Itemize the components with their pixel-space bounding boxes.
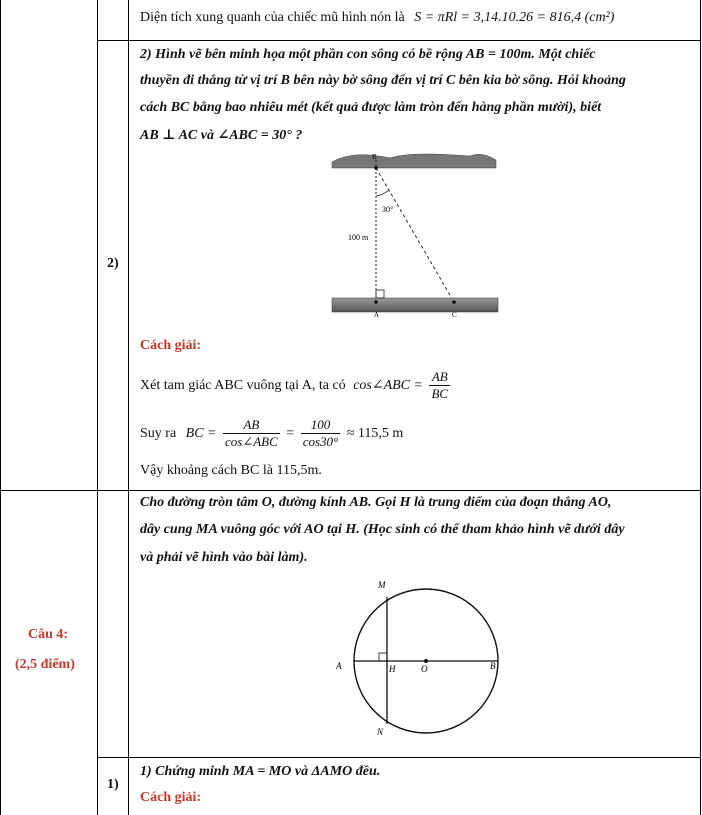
table-row-line-question4 [0, 490, 701, 491]
point-n-label: N [377, 727, 384, 737]
river-bank-bottom [332, 298, 498, 312]
point-a2-label: A [336, 661, 342, 671]
lateral-area-text: Diện tích xung quanh của chiếc mũ hình nón là S = πRl = 3,14.10.26 = 816,4 (cm²) [140, 10, 615, 25]
ratio-fraction: $\frac{AB}{BC}$ [431, 369, 449, 402]
point-h-label: H [389, 664, 396, 674]
part2-solution-title: Cách giải: [140, 338, 202, 353]
table-row-line-sub1 [97, 757, 701, 758]
sub1-text: 1) Chứng minh MA = MO và ΔAMO đều. [140, 764, 381, 779]
part2-problem-line-4: AB ⊥ AC và ∠ABC = 30° ? [140, 128, 303, 143]
question4-points: (2,5 điểm) [15, 657, 75, 672]
part2-label: 2) [107, 256, 119, 271]
question4-label: Câu 4: [28, 627, 69, 642]
table-column-divider-1 [97, 0, 98, 815]
point-m-label: M [378, 580, 386, 590]
part2-step2: Suy ra BC = $\frac{AB}{\text{cos∠ABC}}$ = $\frac{100}{\cos 30^\circ}$ ≈ 115,5 m [140, 417, 404, 450]
question4-problem-line-1: Cho đường tròn tâm O, đường kính AB. Gọi H là trung điểm của đoạn thẳng AO, [140, 495, 612, 510]
width-label: 100 m [348, 233, 369, 242]
table-column-divider-2 [128, 0, 129, 815]
part2-step1: Xét tam giác ABC vuông tại A, ta có cos∠ABC = $\frac{AB}{BC}$ [140, 369, 449, 402]
table-border-right [700, 0, 701, 815]
part2-problem-line-3: cách BC bằng bao nhiêu mét (kết quả được làm tròn đến hàng phần mười), biết [140, 100, 602, 115]
part2-conclusion: Vậy khoảng cách BC là 115,5m. [140, 463, 322, 478]
part2-problem-line-1: 2) Hình vẽ bên minh họa một phần con sông có bề rộng AB = 100m. Một chiếc [140, 47, 596, 62]
circle-figure [330, 575, 510, 740]
point-c-label: C [452, 311, 457, 319]
sub1-label: 1) [107, 777, 119, 792]
river-bank-top [332, 154, 496, 168]
point-o-label: O [421, 664, 428, 674]
question4-problem-line-2: dây cung MA vuông góc với AO tại H. (Học sinh có thể tham khảo hình vẽ dưới đây [140, 522, 625, 537]
table-border-left [0, 0, 1, 815]
angle-label: 30° [382, 205, 394, 214]
sub1-solution-title: Cách giải: [140, 790, 202, 805]
question4-problem-line-3: và phải vẽ hình vào bài làm). [140, 550, 308, 565]
lateral-area-formula: S = πRl = 3,14.10.26 = 816,4 (cm²) [414, 10, 615, 25]
river-figure [330, 150, 500, 320]
point-a-label: A [374, 311, 380, 319]
part2-problem-line-2: thuyền đi thẳng từ vị trí B bên này bờ sông đến vị trí C bên kia bờ sông. Hỏi khoảng [140, 73, 626, 88]
point-b-label: B [372, 153, 377, 161]
table-row-line-top [97, 40, 701, 41]
point-b2-label: B [490, 661, 496, 671]
